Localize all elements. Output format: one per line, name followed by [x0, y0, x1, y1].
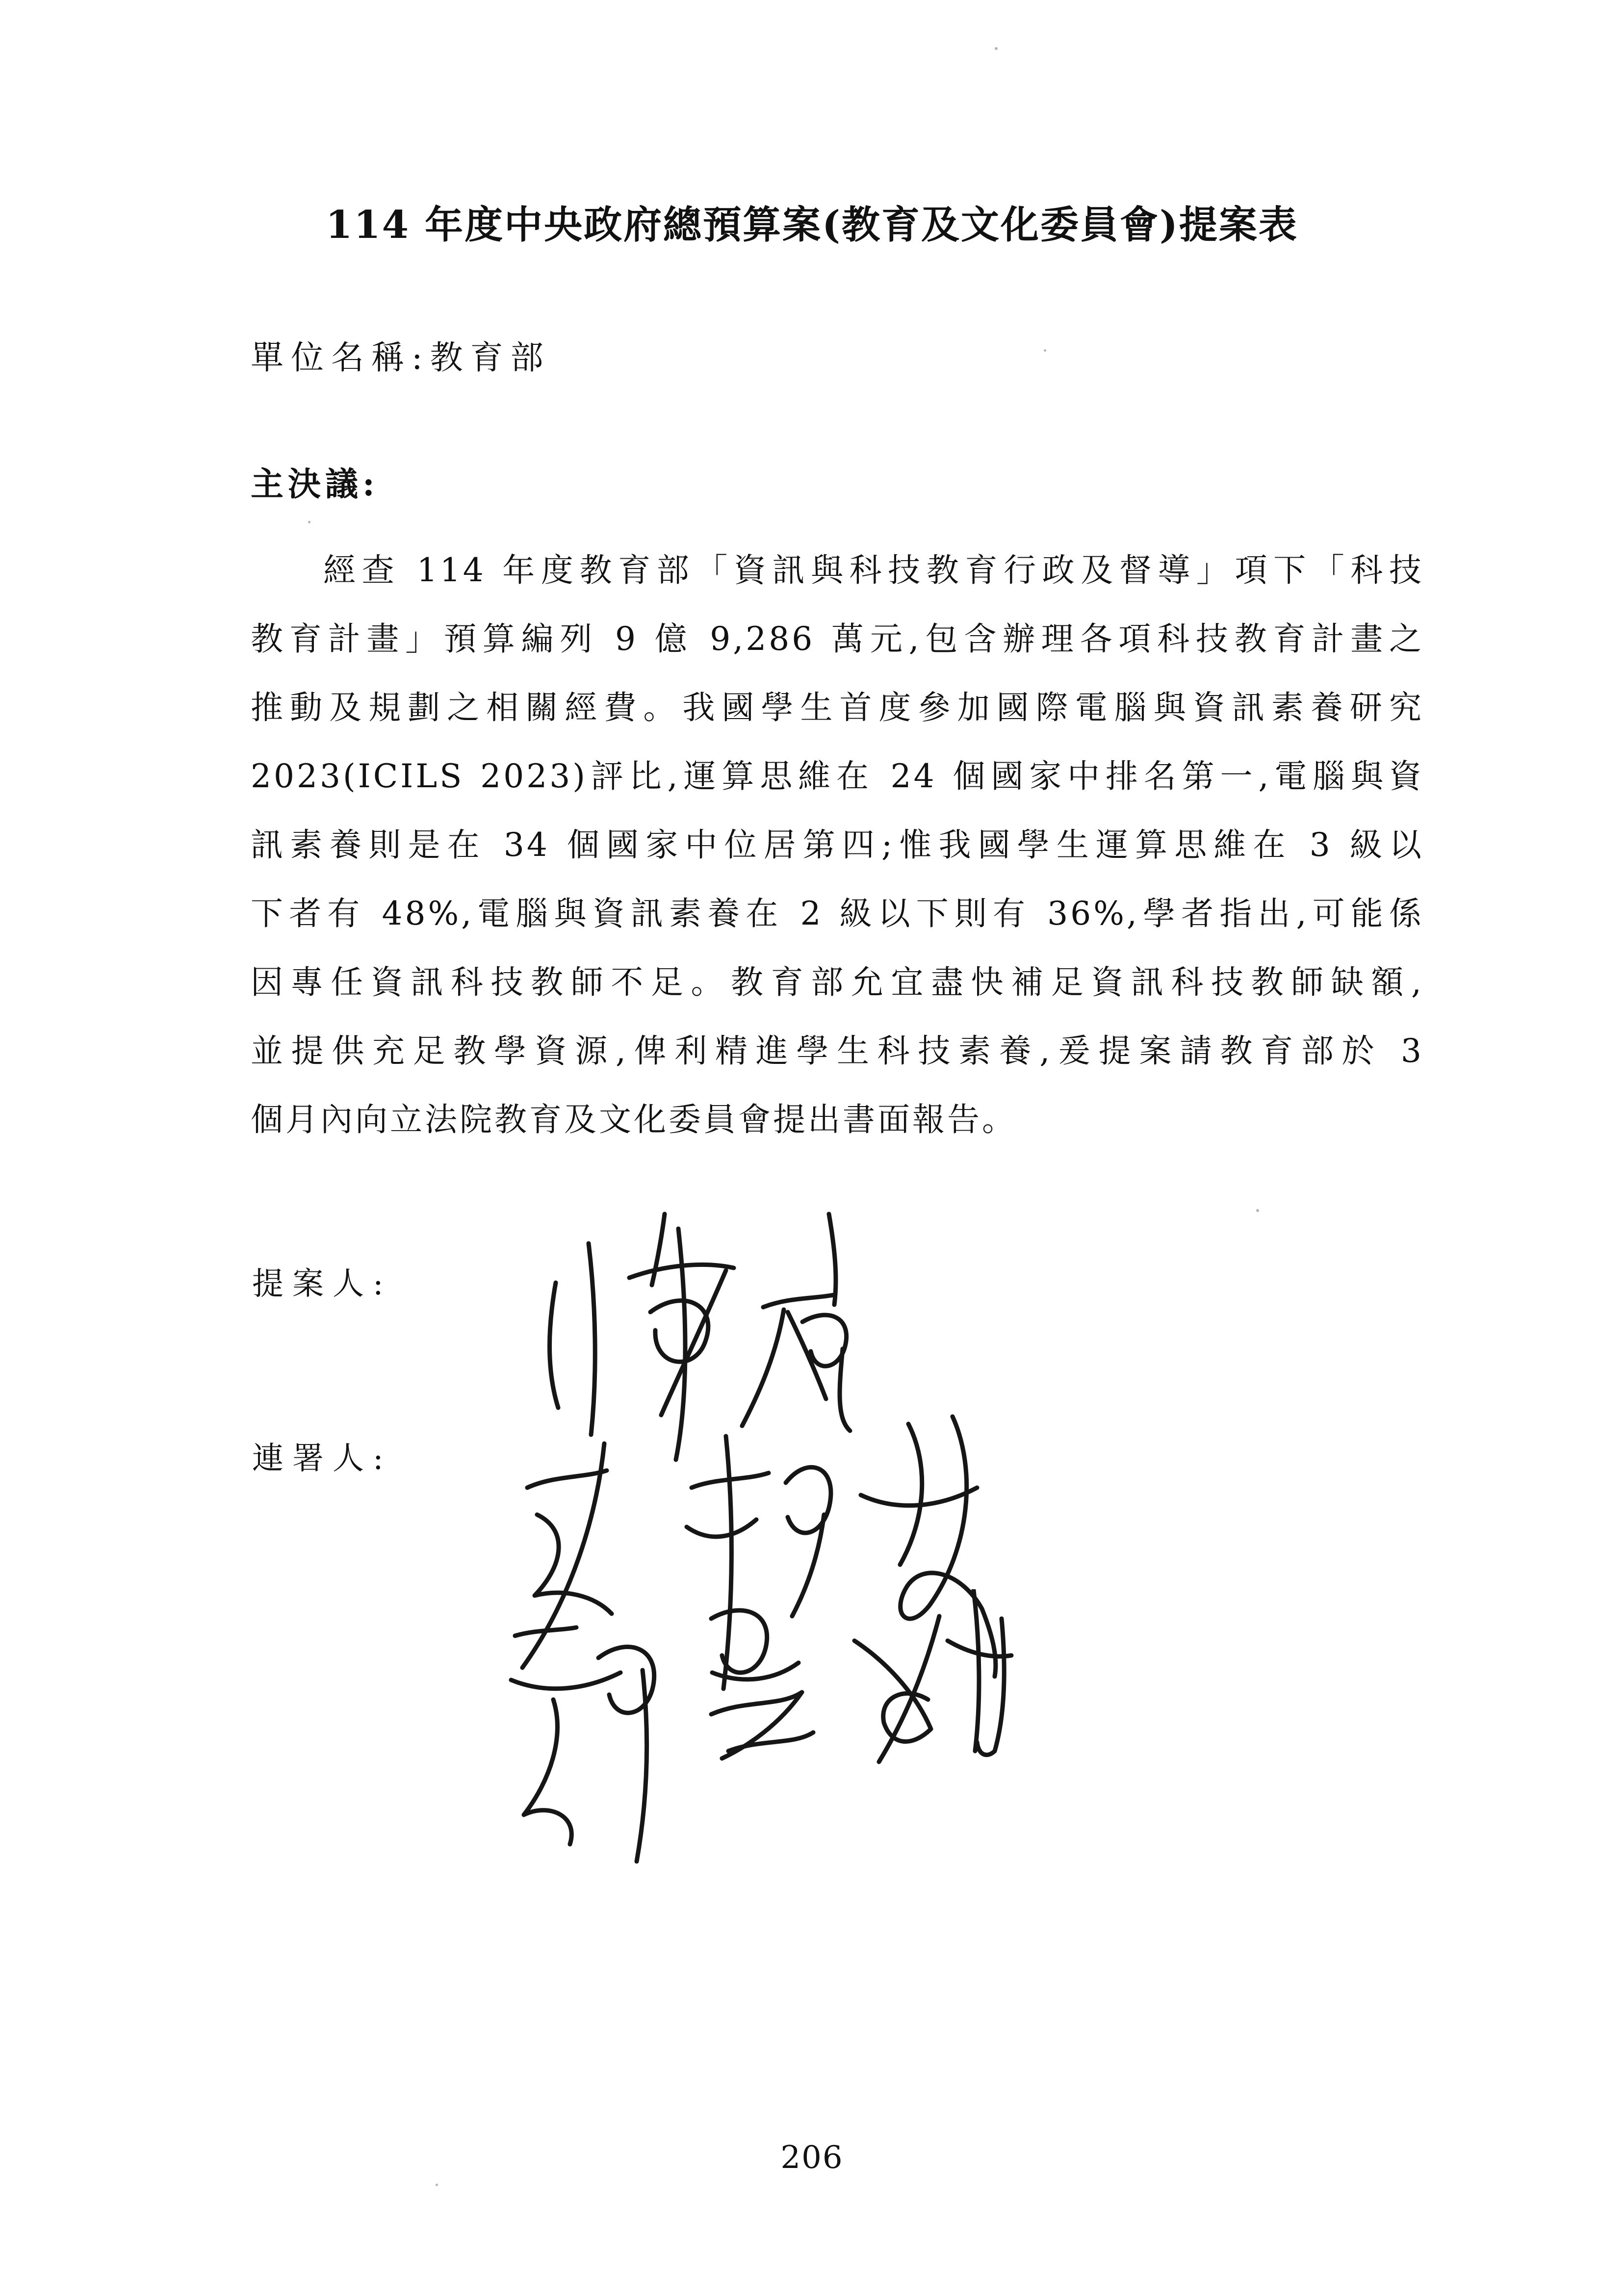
resolution-paragraph	[251, 536, 1424, 1154]
paragraph-line: 推動及規劃之相關經費。我國學生首度參加國際電腦與資訊素養研究	[251, 689, 1424, 726]
paragraph-line: 訊素養則是在 34 個國家中位居第四;惟我國學生運算思維在 3 級以	[251, 826, 1424, 864]
scan-speck	[995, 47, 998, 50]
document-title: 114 年度中央政府總預算案(教育及文化委員會)提案表	[326, 203, 1298, 247]
handwritten-signature-strokes	[481, 1589, 1020, 1874]
main-resolution-heading: 主決議:	[251, 464, 379, 503]
scan-speck	[308, 521, 310, 523]
paragraph-line: 並提供充足教學資源,俾利精進學生科技素養,爰提案請教育部於 3	[251, 1032, 1424, 1070]
cosigner-label: 連署人:	[252, 1441, 392, 1477]
paragraph-line: 2023(ICILS 2023)評比,運算思維在 24 個國家中排名第一,電腦與資	[251, 757, 1424, 795]
scan-speck	[1256, 1209, 1259, 1212]
unit-name-label: 單位名稱:	[251, 338, 430, 377]
paragraph-line: 教育計畫」預算編列 9 億 9,286 萬元,包含辦理各項科技教育計畫之	[251, 620, 1424, 658]
paragraph-line: 因專任資訊科技教師不足。教育部允宜盡快補足資訊科技教師缺額,	[251, 963, 1424, 1001]
unit-name-line	[251, 332, 551, 379]
unit-name-value: 教育部	[430, 338, 551, 377]
paragraph-line: 下者有 48%,電腦與資訊素養在 2 級以下則有 36%,學者指出,可能係	[251, 895, 1424, 932]
cosigner-signature-2	[481, 1589, 1020, 1874]
scan-speck	[436, 2184, 438, 2186]
proposer-label: 提案人:	[252, 1266, 392, 1302]
scan-speck	[1044, 349, 1046, 352]
paragraph-line: 個月內向立法院教育及文化委員會提出書面報告。	[251, 1101, 1017, 1138]
paragraph-line: 經查 114 年度教育部「資訊與科技教育行政及督導」項下「科技	[323, 551, 1424, 589]
page-number: 206	[780, 2140, 844, 2176]
